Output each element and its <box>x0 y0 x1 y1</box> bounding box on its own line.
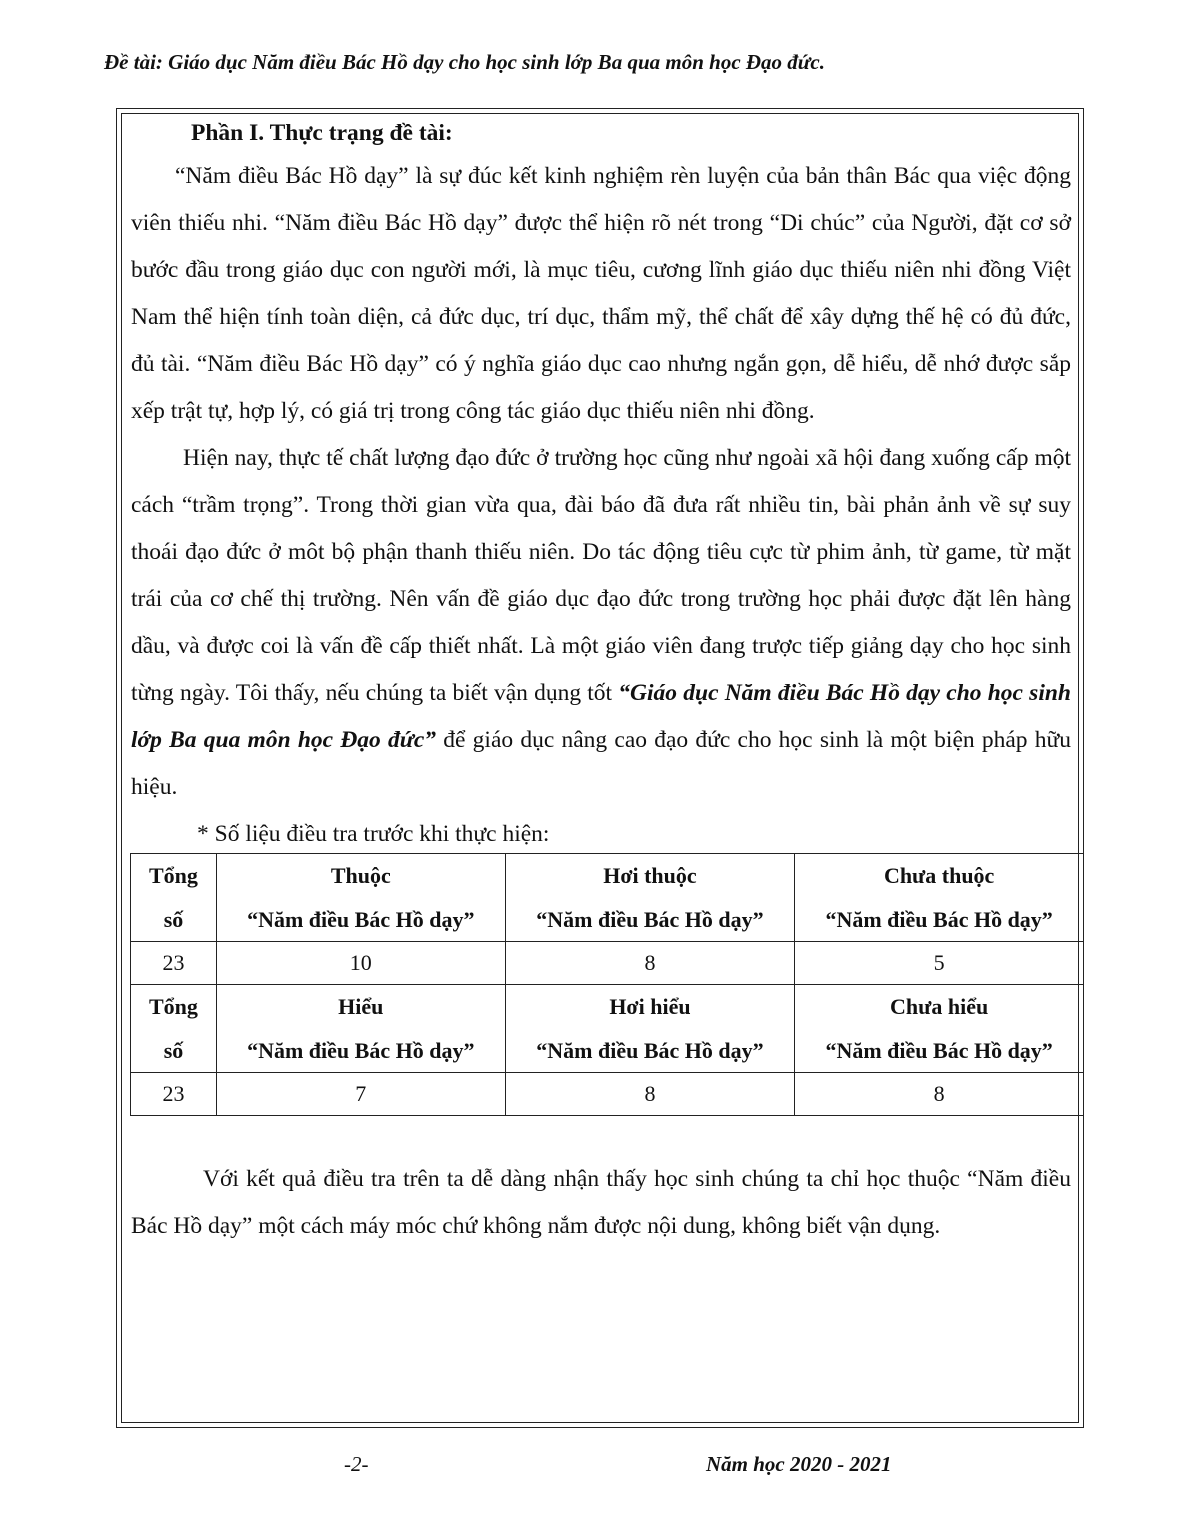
table-header-cell: Chưa hiểu “Năm điều Bác Hồ dạy” <box>795 985 1084 1073</box>
table-cell: 8 <box>505 1073 795 1116</box>
table-header-cell: Hiểu “Năm điều Bác Hồ dạy” <box>216 985 505 1073</box>
table-header-row <box>131 854 1084 942</box>
paragraph-3 <box>131 1156 1071 1250</box>
main-content <box>131 113 1071 1250</box>
paragraph-1-text: “Năm điều Bác Hồ dạy” là sự đúc kết kinh nghiệm rèn luyện của bản thân Bác qua việc động viên thiếu nhi. “Năm điều Bác Hồ dạy” được thể hiện rõ nét trong “Di chúc” của Người, đặt cơ sở bước đầu trong giáo dục con người mới, là mục tiêu, cương lĩnh giáo dục thiếu niên nhi đồng Việt Nam thể hiện tính toàn diện, cả đức dục, trí dục, thẩm mỹ, thể chất để xây dựng thế hệ có đủ đức, đủ tài. “Năm điều Bác Hồ dạy” có ý nghĩa giáo dục cao nhưng ngắn gọn, dễ hiểu, dễ nhớ được sắp xếp trật tự, hợp lý, có giá trị trong công tác giáo dục thiếu niên nhi đồng. <box>131 163 1071 424</box>
paragraph-3-text: Với kết quả điều tra trên ta dễ dàng nhận thấy học sinh chúng ta chỉ học thuộc “Năm điều Bác Hồ dạy” một cách máy móc chứ không nắm được nội dung, không biết vận dụng. <box>131 1166 1071 1239</box>
content-frame <box>116 108 1084 1428</box>
paragraph-2-text-a: Hiện nay, thực tế chất lượng đạo đức ở trường học cũng như ngoài xã hội đang xuống cấp một cách “trầm trọng”. Trong thời gian vừa qua, đài báo đã đưa rất nhiều tin, bài phản ảnh về sự suy thoái đạo đức ở môt bộ phận thanh thiếu niên. Do tác động tiêu cực từ phim ảnh, từ game, từ mặt trái của cơ chế thị trường. Nên vấn đề giáo dục đạo đức trong trường học phải được đặt lên hàng dầu, và được coi là vấn đề cấp thiết nhất. Là một giáo viên đang trược tiếp giảng dạy cho học sinh từng ngày. Tôi thấy, nếu chúng ta biết vận dụng tốt <box>131 445 1071 706</box>
table-cell: 5 <box>795 942 1084 985</box>
paragraph-2 <box>131 435 1071 811</box>
table-header-cell: Thuộc “Năm điều Bác Hồ dạy” <box>216 854 505 942</box>
school-year: Năm học 2020 - 2021 <box>706 1452 892 1476</box>
section-title: Phần I. Thực trạng đề tài: <box>191 120 453 146</box>
table-header-row <box>131 985 1084 1073</box>
table-header-cell: Hơi hiểu “Năm điều Bác Hồ dạy” <box>505 985 795 1073</box>
survey-label: * Số liệu điều tra trước khi thực hiện: <box>197 821 550 847</box>
table-cell: 10 <box>216 942 505 985</box>
table-cell: 7 <box>216 1073 505 1116</box>
table-cell: 8 <box>795 1073 1084 1116</box>
table-row <box>131 942 1084 985</box>
table-row <box>131 1073 1084 1116</box>
paragraph-2-text-b: để giáo dục nâng cao đạo đức cho học sinh là một biện pháp hữu hiệu. <box>131 727 1072 800</box>
document-header: Đề tài: Giáo dục Năm điều Bác Hồ dạy cho học sinh lớp Ba qua môn học Đạo đức. <box>104 50 825 74</box>
table-cell: 23 <box>131 942 217 985</box>
table-header-cell: Tổng số <box>131 854 217 942</box>
table-header-cell: Tổng số <box>131 985 217 1073</box>
table-header-cell: Chưa thuộc “Năm điều Bác Hồ dạy” <box>795 854 1084 942</box>
paragraph-1 <box>131 153 1071 435</box>
table-header-cell: Hơi thuộc “Năm điều Bác Hồ dạy” <box>505 854 795 942</box>
page-number: -2- <box>344 1452 369 1476</box>
table-cell: 8 <box>505 942 795 985</box>
paragraph-2-emphasis: “Giáo dục Năm điều Bác Hồ dạy cho học sinh lớp Ba qua môn học Đạo đức” <box>131 680 1071 753</box>
survey-table <box>130 853 1084 1116</box>
table-cell: 23 <box>131 1073 217 1116</box>
